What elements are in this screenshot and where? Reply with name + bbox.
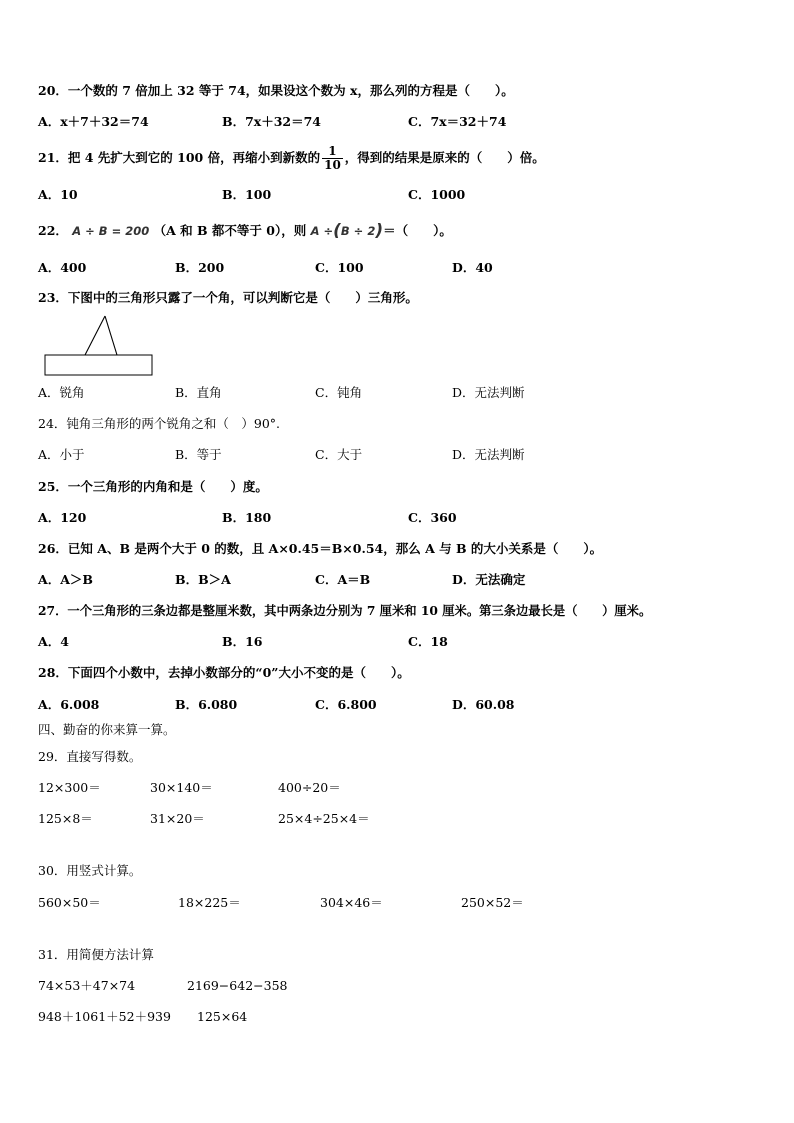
question-26-option-d[interactable]: D．无法确定 — [452, 572, 526, 587]
question-20-option-c[interactable]: C．7x＝32＋74 — [408, 114, 507, 129]
q31-item: 2169−642−358 — [187, 978, 288, 993]
question-22-expression-2 — [310, 221, 384, 241]
question-26-option-a[interactable]: A．A＞B — [38, 572, 93, 587]
question-22-option-b[interactable]: B．200 — [175, 260, 225, 275]
q29-item: 400÷20＝ — [278, 780, 341, 795]
q29-item: 25×4÷25×4＝ — [278, 811, 370, 826]
question-28-stem: 28．下面四个小数中，去掉小数部分的“0”大小不变的是（ ）。 — [38, 665, 410, 680]
question-22-stem — [38, 223, 452, 239]
question-26-option-c[interactable]: C．A＝B — [315, 572, 371, 587]
question-21-option-a[interactable]: A．10 — [38, 187, 78, 202]
section-4-title: 四、勤奋的你来算一算。 — [38, 722, 176, 737]
question-24-option-b[interactable]: B．等于 — [175, 447, 222, 462]
question-23-option-a[interactable]: A．锐角 — [38, 385, 85, 400]
q29-item: 31×20＝ — [150, 811, 205, 826]
question-21-option-c[interactable]: C．1000 — [408, 187, 466, 202]
question-22-number: 22． — [38, 223, 68, 238]
question-20-option-a[interactable]: A．x＋7＋32＝74 — [38, 114, 149, 129]
question-25-option-a[interactable]: A．120 — [38, 510, 87, 525]
question-27-option-c[interactable]: C．18 — [408, 634, 448, 649]
question-27-stem: 27．一个三角形的三条边都是整厘米数，其中两条边分别为 7 厘米和 10 厘米。第三条边最长是（ ）厘米。 — [38, 603, 652, 618]
expr2-inner: B ÷ 2 — [340, 224, 376, 238]
question-21-stem — [38, 142, 545, 174]
q31-item: 125×64 — [197, 1009, 248, 1024]
fraction-denominator: 10 — [324, 158, 341, 172]
q30-item: 560×50＝ — [38, 895, 101, 910]
question-28-option-c[interactable]: C．6.800 — [315, 697, 377, 712]
question-20-option-b[interactable]: B．7x＋32＝74 — [222, 114, 322, 129]
question-30-stem: 30．用竖式计算。 — [38, 863, 142, 878]
fraction-one-tenth — [322, 145, 343, 172]
question-20-stem: 20．一个数的 7 倍加上 32 等于 74，如果设这个数为 x，那么列的方程是（ ）。 — [38, 83, 514, 98]
question-23-stem: 23．下图中的三角形只露了一个角，可以判断它是（ ）三角形。 — [38, 290, 418, 305]
question-31-stem: 31．用简便方法计算 — [38, 947, 154, 962]
question-21-stem-part1: 21．把 4 先扩大到它的 100 倍，再缩小到新数的 — [38, 150, 321, 165]
q29-item: 125×8＝ — [38, 811, 93, 826]
question-28-option-d[interactable]: D．60.08 — [452, 697, 515, 712]
question-24-option-c[interactable]: C．大于 — [315, 447, 363, 462]
paren-right: ) — [375, 221, 384, 241]
question-22-option-a[interactable]: A．400 — [38, 260, 87, 275]
question-24-stem: 24．钝角三角形的两个锐角之和（ ）90°. — [38, 416, 281, 431]
question-22-option-c[interactable]: C．100 — [315, 260, 364, 275]
q31-item: 948＋1061＋52＋939 — [38, 1009, 171, 1024]
q30-item: 304×46＝ — [320, 895, 383, 910]
triangle-hidden-figure — [44, 314, 156, 378]
fraction-numerator: 1 — [328, 144, 337, 158]
question-25-option-b[interactable]: B．180 — [222, 510, 272, 525]
question-22-option-d[interactable]: D．40 — [452, 260, 493, 275]
expr2-left: A ÷ — [310, 224, 334, 238]
question-27-option-b[interactable]: B．16 — [222, 634, 263, 649]
question-23-option-d[interactable]: D．无法判断 — [452, 385, 525, 400]
paren-left: ( — [333, 221, 341, 241]
question-23-option-b[interactable]: B．直角 — [175, 385, 222, 400]
question-26-option-b[interactable]: B．B＞A — [175, 572, 231, 587]
question-28-option-a[interactable]: A．6.008 — [38, 697, 100, 712]
question-24-option-d[interactable]: D．无法判断 — [452, 447, 525, 462]
triangle-left-side — [85, 316, 105, 355]
q29-item: 12×300＝ — [38, 780, 101, 795]
q30-item: 250×52＝ — [461, 895, 524, 910]
question-23-option-c[interactable]: C．钝角 — [315, 385, 363, 400]
question-26-stem: 26．已知 A、B 是两个大于 0 的数，且 A×0.45＝B×0.54，那么 A 与 B 的大小关系是（ ）。 — [38, 541, 603, 556]
question-25-option-c[interactable]: C．360 — [408, 510, 457, 525]
question-24-option-a[interactable]: A．小于 — [38, 447, 85, 462]
question-22-middle: （A 和 B 都不等于 0），则 — [153, 223, 307, 238]
q29-item: 30×140＝ — [150, 780, 213, 795]
question-29-stem: 29．直接写得数。 — [38, 749, 142, 764]
q31-item: 74×53＋47×74 — [38, 978, 136, 993]
question-22-expression-1: A ÷ B = 200 — [72, 224, 150, 238]
triangle-right-side — [105, 316, 117, 355]
covering-rectangle — [45, 355, 152, 375]
question-28-option-b[interactable]: B．6.080 — [175, 697, 238, 712]
question-21-stem-part2: ，得到的结果是原来的（ ）倍。 — [344, 150, 545, 165]
question-21-option-b[interactable]: B．100 — [222, 187, 272, 202]
question-27-option-a[interactable]: A．4 — [38, 634, 69, 649]
q30-item: 18×225＝ — [178, 895, 241, 910]
question-22-end: ＝（ ）。 — [383, 223, 452, 238]
question-25-stem: 25．一个三角形的内角和是（ ）度。 — [38, 479, 268, 494]
